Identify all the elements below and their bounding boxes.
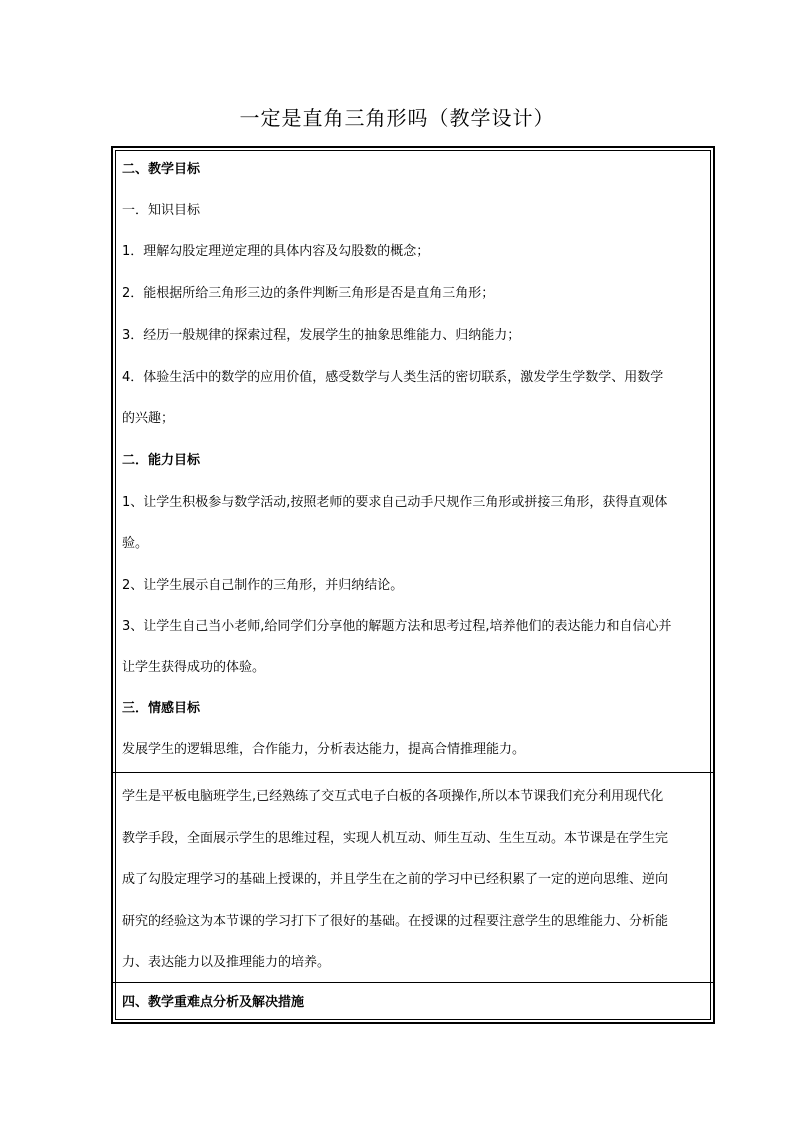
objectives-heading: 二、教学目标 [122,162,201,177]
key-points-heading: 四、教学重难点分析及解决措施 [122,995,305,1010]
knowledge-item-4: 4．体验生活中的数学的应用价值，感受数学与人类生活的密切联系，激发学生学数学、用数学 [122,370,664,385]
teaching-objectives-cell [113,148,713,772]
analysis-line-1: 学生是平板电脑班学生,已经熟练了交互式电子白板的各项操作,所以本节课我们充分利用现代化 [122,789,664,804]
emotion-objectives-heading: 三．情感目标 [122,701,201,716]
analysis-line-3: 成了勾股定理学习的基础上授课的，并且学生在之前的学习中已经积累了一定的逆向思维、逆向 [122,872,669,887]
ability-item-3-continued: 让学生获得成功的体验。 [122,660,266,675]
analysis-line-2: 教学手段，全面展示学生的思维过程，实现人机互动、师生互动、生生互动。本节课是在学生完 [122,831,669,846]
key-points-cell [113,982,713,1022]
emotion-objective-text: 发展学生的逻辑思维，合作能力，分析表达能力，提高合情推理能力。 [122,742,526,757]
ability-objectives-heading: 二．能力目标 [122,453,201,468]
knowledge-objectives-heading: 一．知识目标 [122,203,201,218]
knowledge-item-1: 1．理解勾股定理逆定理的具体内容及勾股数的概念； [122,244,430,259]
ability-item-1-continued: 验。 [122,536,149,551]
document-title: 一定是直角三角形吗（教学设计） [239,106,555,130]
knowledge-item-3: 3．经历一般规律的探索过程，发展学生的抽象思维能力、归纳能力； [122,328,521,343]
knowledge-item-4-continued: 的兴趣； [122,411,175,426]
knowledge-item-2: 2．能根据所给三角形三边的条件判断三角形是否是直角三角形； [122,286,495,301]
student-analysis-cell [113,772,713,982]
analysis-line-4: 研究的经验这为本节课的学习打下了很好的基础。在授课的过程要注意学生的思维能力、分析能 [122,914,669,929]
ability-item-3: 3、让学生自己当小老师,给同学们分享他的解题方法和思考过程,培养他们的表达能力和自信心并 [122,619,672,634]
lesson-design-table [111,146,715,1024]
analysis-line-5: 力、表达能力以及推理能力的培养。 [122,955,331,970]
ability-item-1: 1、让学生积极参与数学活动,按照老师的要求自己动手尺规作三角形或拼接三角形，获得直观体 [122,495,668,510]
ability-item-2: 2、让学生展示自己制作的三角形，并归纳结论。 [122,578,404,593]
